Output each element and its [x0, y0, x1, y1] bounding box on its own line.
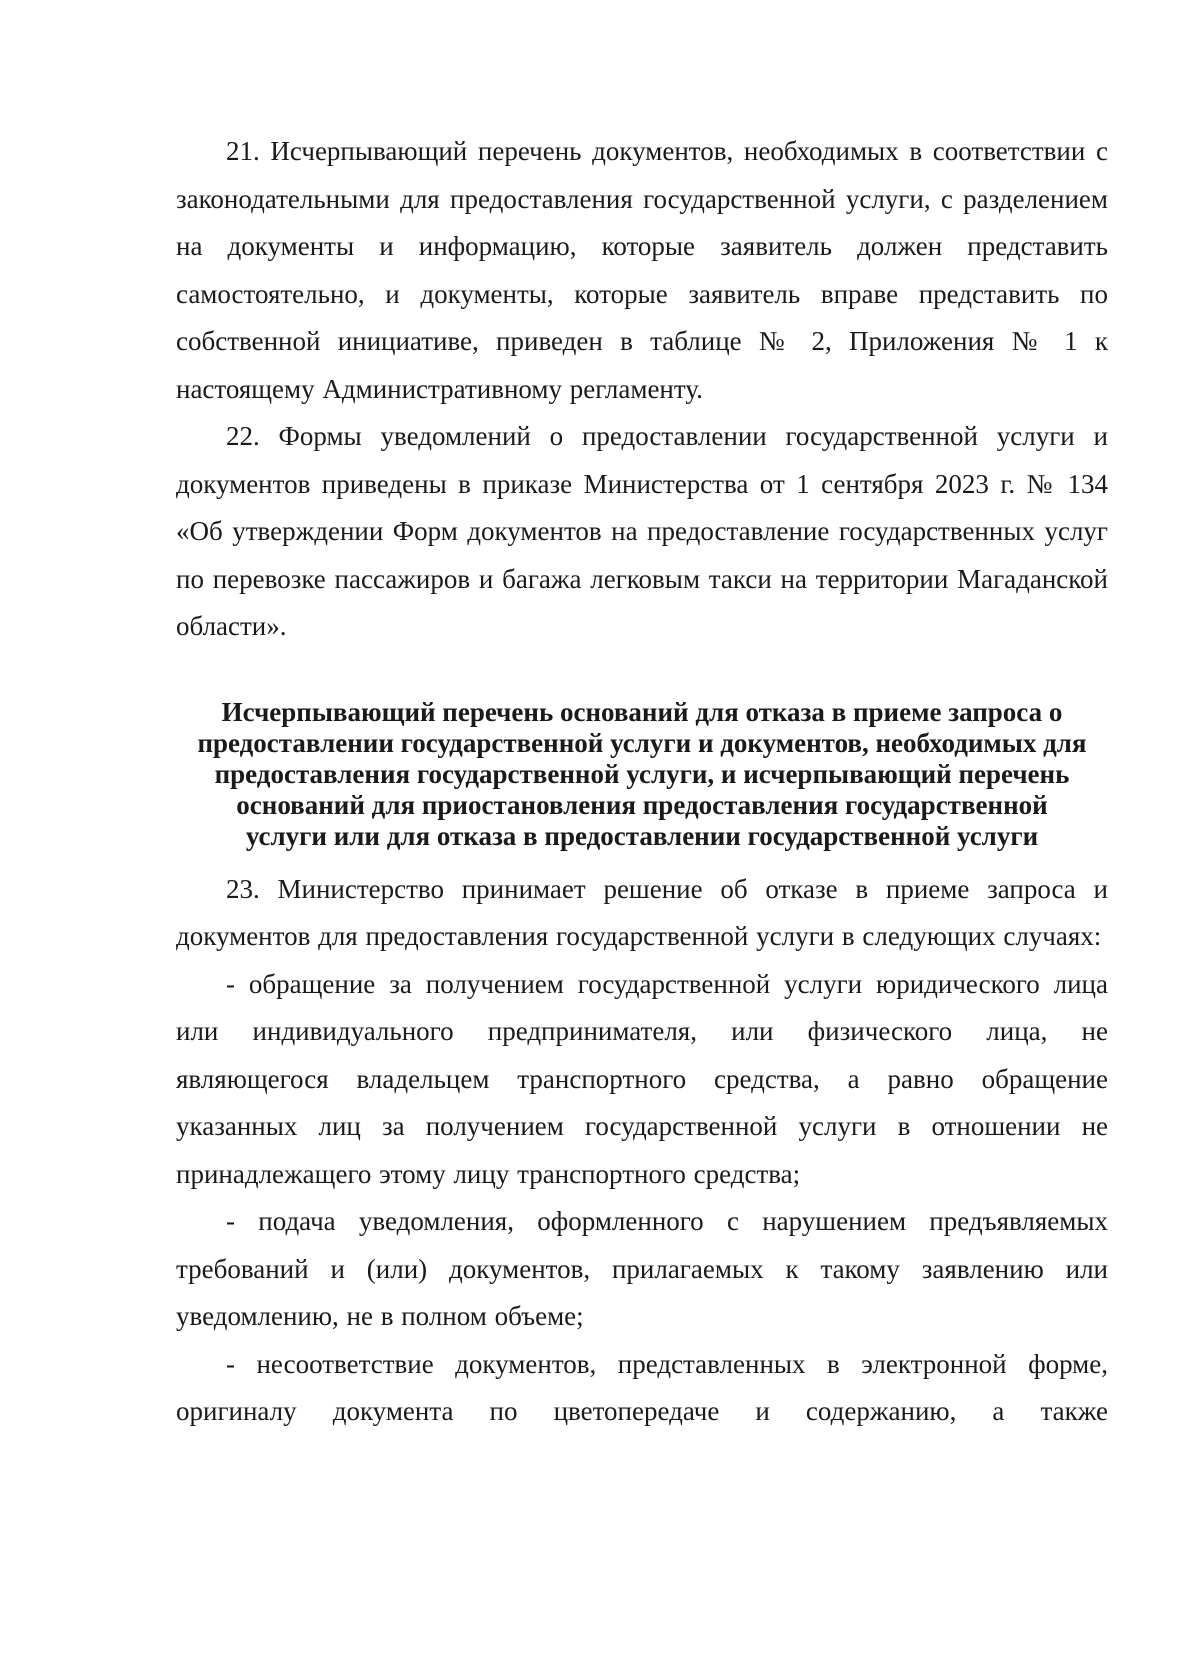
heading-line: услуги или для отказа в предоставлении государственной услуги: [245, 820, 1039, 851]
heading-line: оснований для приостановления предоставления государственной: [236, 789, 1048, 820]
paragraph-23: 23. Министерство принимает решение об отказе в приеме запроса и документов для предоставления государственной услуги в следующих случаях:: [176, 873, 1108, 951]
list-item-mismatch: - несоответствие документов, представленных в электронной форме, оригиналу документа по цветопередаче и содержанию, а также: [176, 1348, 1108, 1426]
heading-line: Исчерпывающий перечень оснований для отказа в приеме запроса о: [221, 696, 1063, 727]
list-item-notification: - подача уведомления, оформленного с нарушением предъявляемых требований и (или) документов, прилагаемых к такому заявлению или уведомлению, не в полном объеме;: [176, 1206, 1108, 1331]
list-item-legal-entity: - обращение за получением государственной услуги юридического лица или индивидуального предпринимателя, или физического лица, не являющегося владельцем транспортного средства, а равно обращение указанных лиц за получением государственной услуги в отношении не принадлежащего этому лицу транспортного средства;: [176, 968, 1108, 1189]
paragraph-21: 21. Исчерпывающий перечень документов, необходимых в соответствии с законодательными для предоставления государственной услуги, с разделением на документы и информацию, которые заявитель должен представить самостоятельно, и документы, которые заявитель вправе представить по собственной инициативе, приведен в таблице № 2, Приложения № 1 к настоящему Административному регламенту.: [176, 136, 1108, 404]
heading-line: предоставления государственной услуги, и исчерпывающий перечень: [214, 758, 1070, 789]
section-heading: [176, 697, 1108, 852]
paragraph-22: 22. Формы уведомлений о предоставлении государственной услуги и документов приведены в приказе Министерства от 1 сентября 2023 г. № 134 «Об утверждении Форм документов на предоставление государственных услуг по перевозке пассажиров и багажа легковым такси на территории Магаданской области».: [176, 421, 1108, 641]
heading-line: предоставлении государственной услуги и документов, необходимых для: [197, 727, 1087, 758]
